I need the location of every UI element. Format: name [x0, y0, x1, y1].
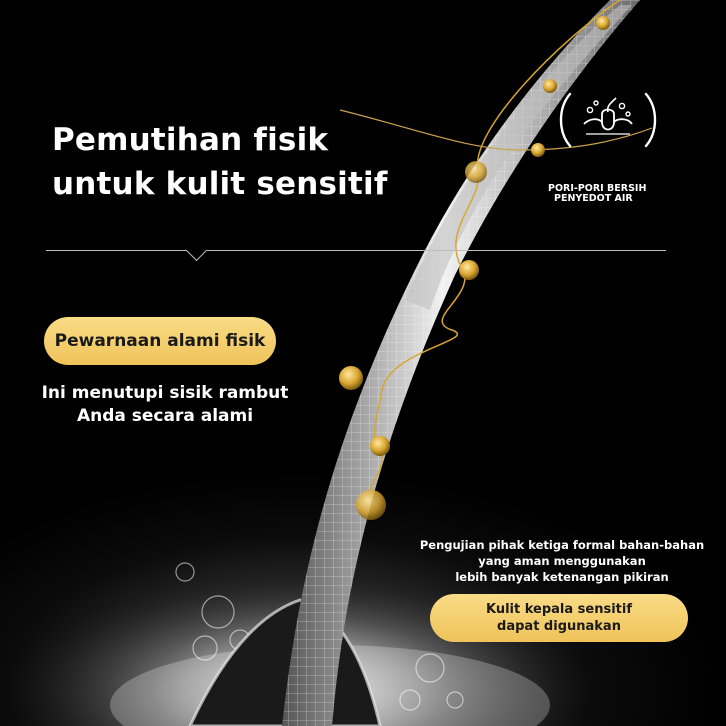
feature-description	[20, 382, 310, 428]
scalp-pill	[430, 594, 688, 642]
badge-label-line-2: PENYEDOT AIR	[554, 193, 633, 204]
testing-note-line-1: Pengujian pihak ketiga formal bahan-bahan	[419, 538, 705, 552]
testing-note	[392, 537, 726, 585]
testing-note-line-3: lebih banyak ketenangan pikiran	[455, 570, 669, 584]
divider	[46, 250, 666, 251]
headline-line-1: Pemutihan fisik	[52, 122, 329, 158]
scalp-pill-line-1: Kulit kepala sensitif	[485, 602, 633, 617]
feature-pill: Pewarnaan alami fisik	[44, 317, 276, 365]
headline-line-2: untuk kulit sensitif	[52, 166, 388, 202]
headline	[52, 118, 388, 206]
pore-cleansing-icon	[556, 88, 660, 152]
badge-label	[548, 184, 646, 204]
feature-description-line-1: Ini menutupi sisik rambut	[41, 383, 289, 403]
feature-description-line-2: Anda secara alami	[76, 406, 254, 426]
badge-label-line-1: PORI-PORI BERSIH	[548, 183, 647, 194]
testing-note-line-2: yang aman menggunakan	[478, 554, 646, 568]
scalp-pill-line-2: dapat digunakan	[497, 619, 621, 634]
